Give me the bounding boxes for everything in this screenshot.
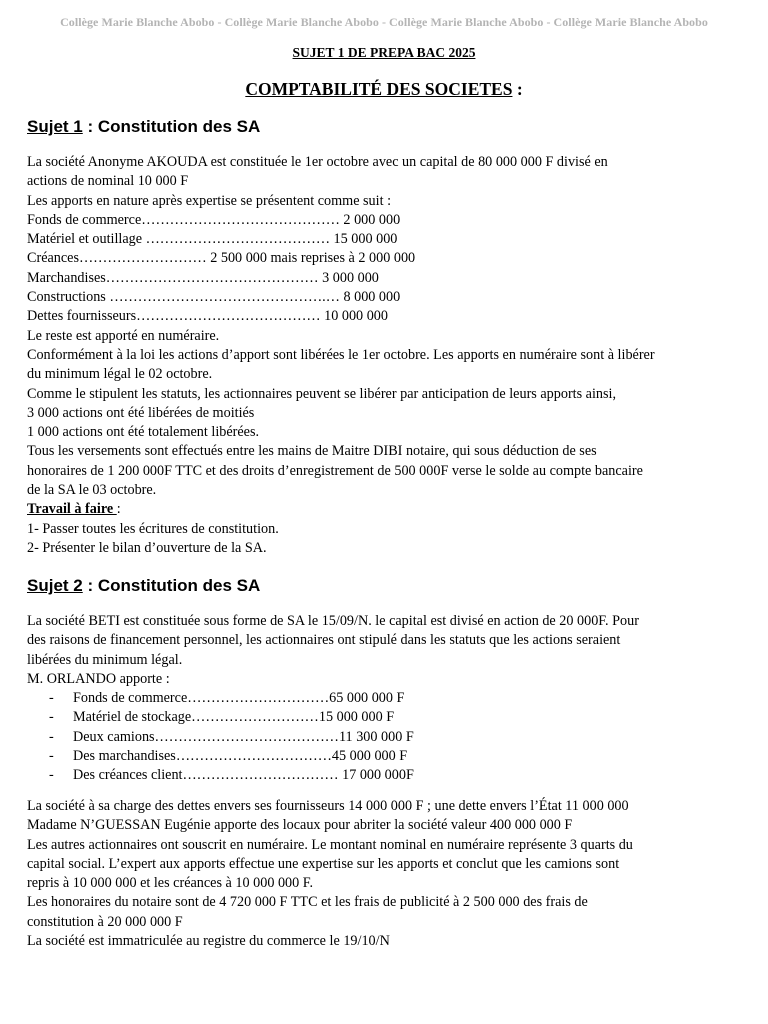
- sujet1-line: de la SA le 03 octobre.: [27, 482, 157, 499]
- sujet2-line: Les autres actionnaires ont souscrit en numéraire. Le montant nominal en numéraire représente 3 quarts du: [27, 836, 633, 853]
- sujet2-line: Madame N’GUESSAN Eugénie apporte des locaux pour abriter la société valeur 400 000 000 F: [27, 817, 573, 834]
- sujet1-line: Tous les versements sont effectués entre les mains de Maitre DIBI notaire, qui sous déduction de ses: [27, 443, 597, 460]
- list-item: [27, 728, 742, 747]
- bullet-dash: -: [49, 690, 54, 707]
- bullet-text: Des marchandises……………………………45 000 000 F: [73, 748, 408, 765]
- sujet2-intro: [27, 612, 742, 786]
- sujet2-line: constitution à 20 000 000 F: [27, 913, 183, 930]
- bullet-text: Fonds de commerce…………………………65 000 000 F: [73, 690, 405, 707]
- sujet2-line: repris à 10 000 000 et les créances à 10 000 000 F.: [27, 875, 314, 892]
- sujet1-line: Dettes fournisseurs………………………………… 10 000 000: [27, 308, 388, 325]
- sujet2-line: La société est immatriculée au registre du commerce le 19/10/N: [27, 933, 390, 950]
- sujet1-line: La société Anonyme AKOUDA est constituée le 1er octobre avec un capital de 80 000 000 F divisé en: [27, 154, 608, 170]
- sujet1-line: Matériel et outillage ………………………………… 15 000 000: [27, 231, 398, 248]
- sujet2-line: capital social. L’expert aux apports effectue une expertise sur les apports et conclut que les camions sont: [27, 855, 620, 872]
- sujet2-heading-label: Sujet 2: [27, 576, 83, 595]
- bullet-text: Des créances client…………………………… 17 000 000F: [73, 767, 414, 784]
- bullet-text: Matériel de stockage………………………15 000 000 F: [73, 709, 395, 726]
- sujet2-line: La société BETI est constituée sous forme de SA le 15/09/N. le capital est divisé en action de 20 000F. Pour: [27, 613, 639, 629]
- sujet2-line: libérées du minimum légal.: [27, 651, 183, 668]
- sujet1-body: [27, 153, 742, 558]
- page-title-suffix: :: [512, 79, 523, 99]
- sujet2-heading-rest: : Constitution des SA: [82, 576, 261, 595]
- sujet2-heading: [27, 576, 260, 596]
- task-item: 1- Passer toutes les écritures de constitution.: [27, 520, 279, 537]
- sujet2-line: M. ORLANDO apporte :: [27, 670, 170, 687]
- bullet-dash: -: [49, 767, 54, 784]
- sujet1-heading-rest: : Constitution des SA: [82, 117, 261, 136]
- school-header-strip: Collège Marie Blanche Abobo - Collège Marie Blanche Abobo - Collège Marie Blanche Abobo - Collège Marie Blanche Abobo: [60, 15, 708, 29]
- sujet2-line: La société à sa charge des dettes envers ses fournisseurs 14 000 000 F ; une dette envers l’État 11 000 000: [27, 798, 629, 814]
- sujet1-line: Marchandises……………………………………… 3 000 000: [27, 269, 379, 286]
- list-item: [27, 689, 742, 708]
- travail-suffix: :: [116, 501, 121, 518]
- sujet1-line: Constructions ……………………………………….… 8 000 000: [27, 289, 401, 306]
- sujet2-outro: [27, 797, 742, 951]
- sujet1-line: Créances……………………… 2 500 000 mais reprises à 2 000 000: [27, 250, 416, 267]
- sujet1-line: Le reste est apporté en numéraire.: [27, 327, 220, 344]
- sujet1-line: Les apports en nature après expertise se présentent comme suit :: [27, 192, 392, 209]
- task-item: 2- Présenter le bilan d’ouverture de la SA.: [27, 539, 267, 556]
- subject-tag: SUJET 1 DE PREPA BAC 2025: [292, 45, 476, 60]
- sujet1-heading: [27, 117, 260, 137]
- list-item: [27, 747, 742, 766]
- sujet1-heading-label: Sujet 1: [27, 117, 83, 136]
- page-title-text: COMPTABILITÉ DES SOCIETES: [245, 79, 513, 99]
- sujet1-line: Comme le stipulent les statuts, les actionnaires peuvent se libérer par anticipation de leurs apports ainsi,: [27, 385, 617, 402]
- sujet1-line: 1 000 actions ont été totalement libérées.: [27, 424, 260, 441]
- bullet-dash: -: [49, 728, 54, 745]
- sujet1-line: Fonds de commerce…………………………………… 2 000 000: [27, 211, 401, 228]
- bullet-text: Deux camions…………………………………11 300 000 F: [73, 728, 414, 745]
- sujet1-line: actions de nominal 10 000 F: [27, 173, 189, 190]
- list-item: [27, 708, 742, 727]
- bullet-dash: -: [49, 709, 54, 726]
- sujet2-line: Les honoraires du notaire sont de 4 720 000 F TTC et les frais de publicité à 2 500 000 des frais de: [27, 894, 588, 911]
- sujet1-line: honoraires de 1 200 000F TTC et des droits d’enregistrement de 500 000F verse le solde au compte bancaire: [27, 462, 643, 479]
- sujet1-line: 3 000 actions ont été libérées de moitiés: [27, 404, 255, 421]
- sujet1-line: Conformément à la loi les actions d’apport sont libérées le 1er octobre. Les apports en numéraire sont à libérer: [27, 346, 655, 363]
- sujet1-line: du minimum légal le 02 octobre.: [27, 366, 213, 383]
- sujet2-line: des raisons de financement personnel, les actionnaires ont stipulé dans les statuts que les actions seraient: [27, 632, 621, 649]
- travail-heading: [27, 500, 742, 519]
- page-title: [0, 79, 768, 100]
- bullet-dash: -: [49, 748, 54, 765]
- list-item: [27, 766, 742, 785]
- travail-label: Travail à faire: [27, 501, 117, 518]
